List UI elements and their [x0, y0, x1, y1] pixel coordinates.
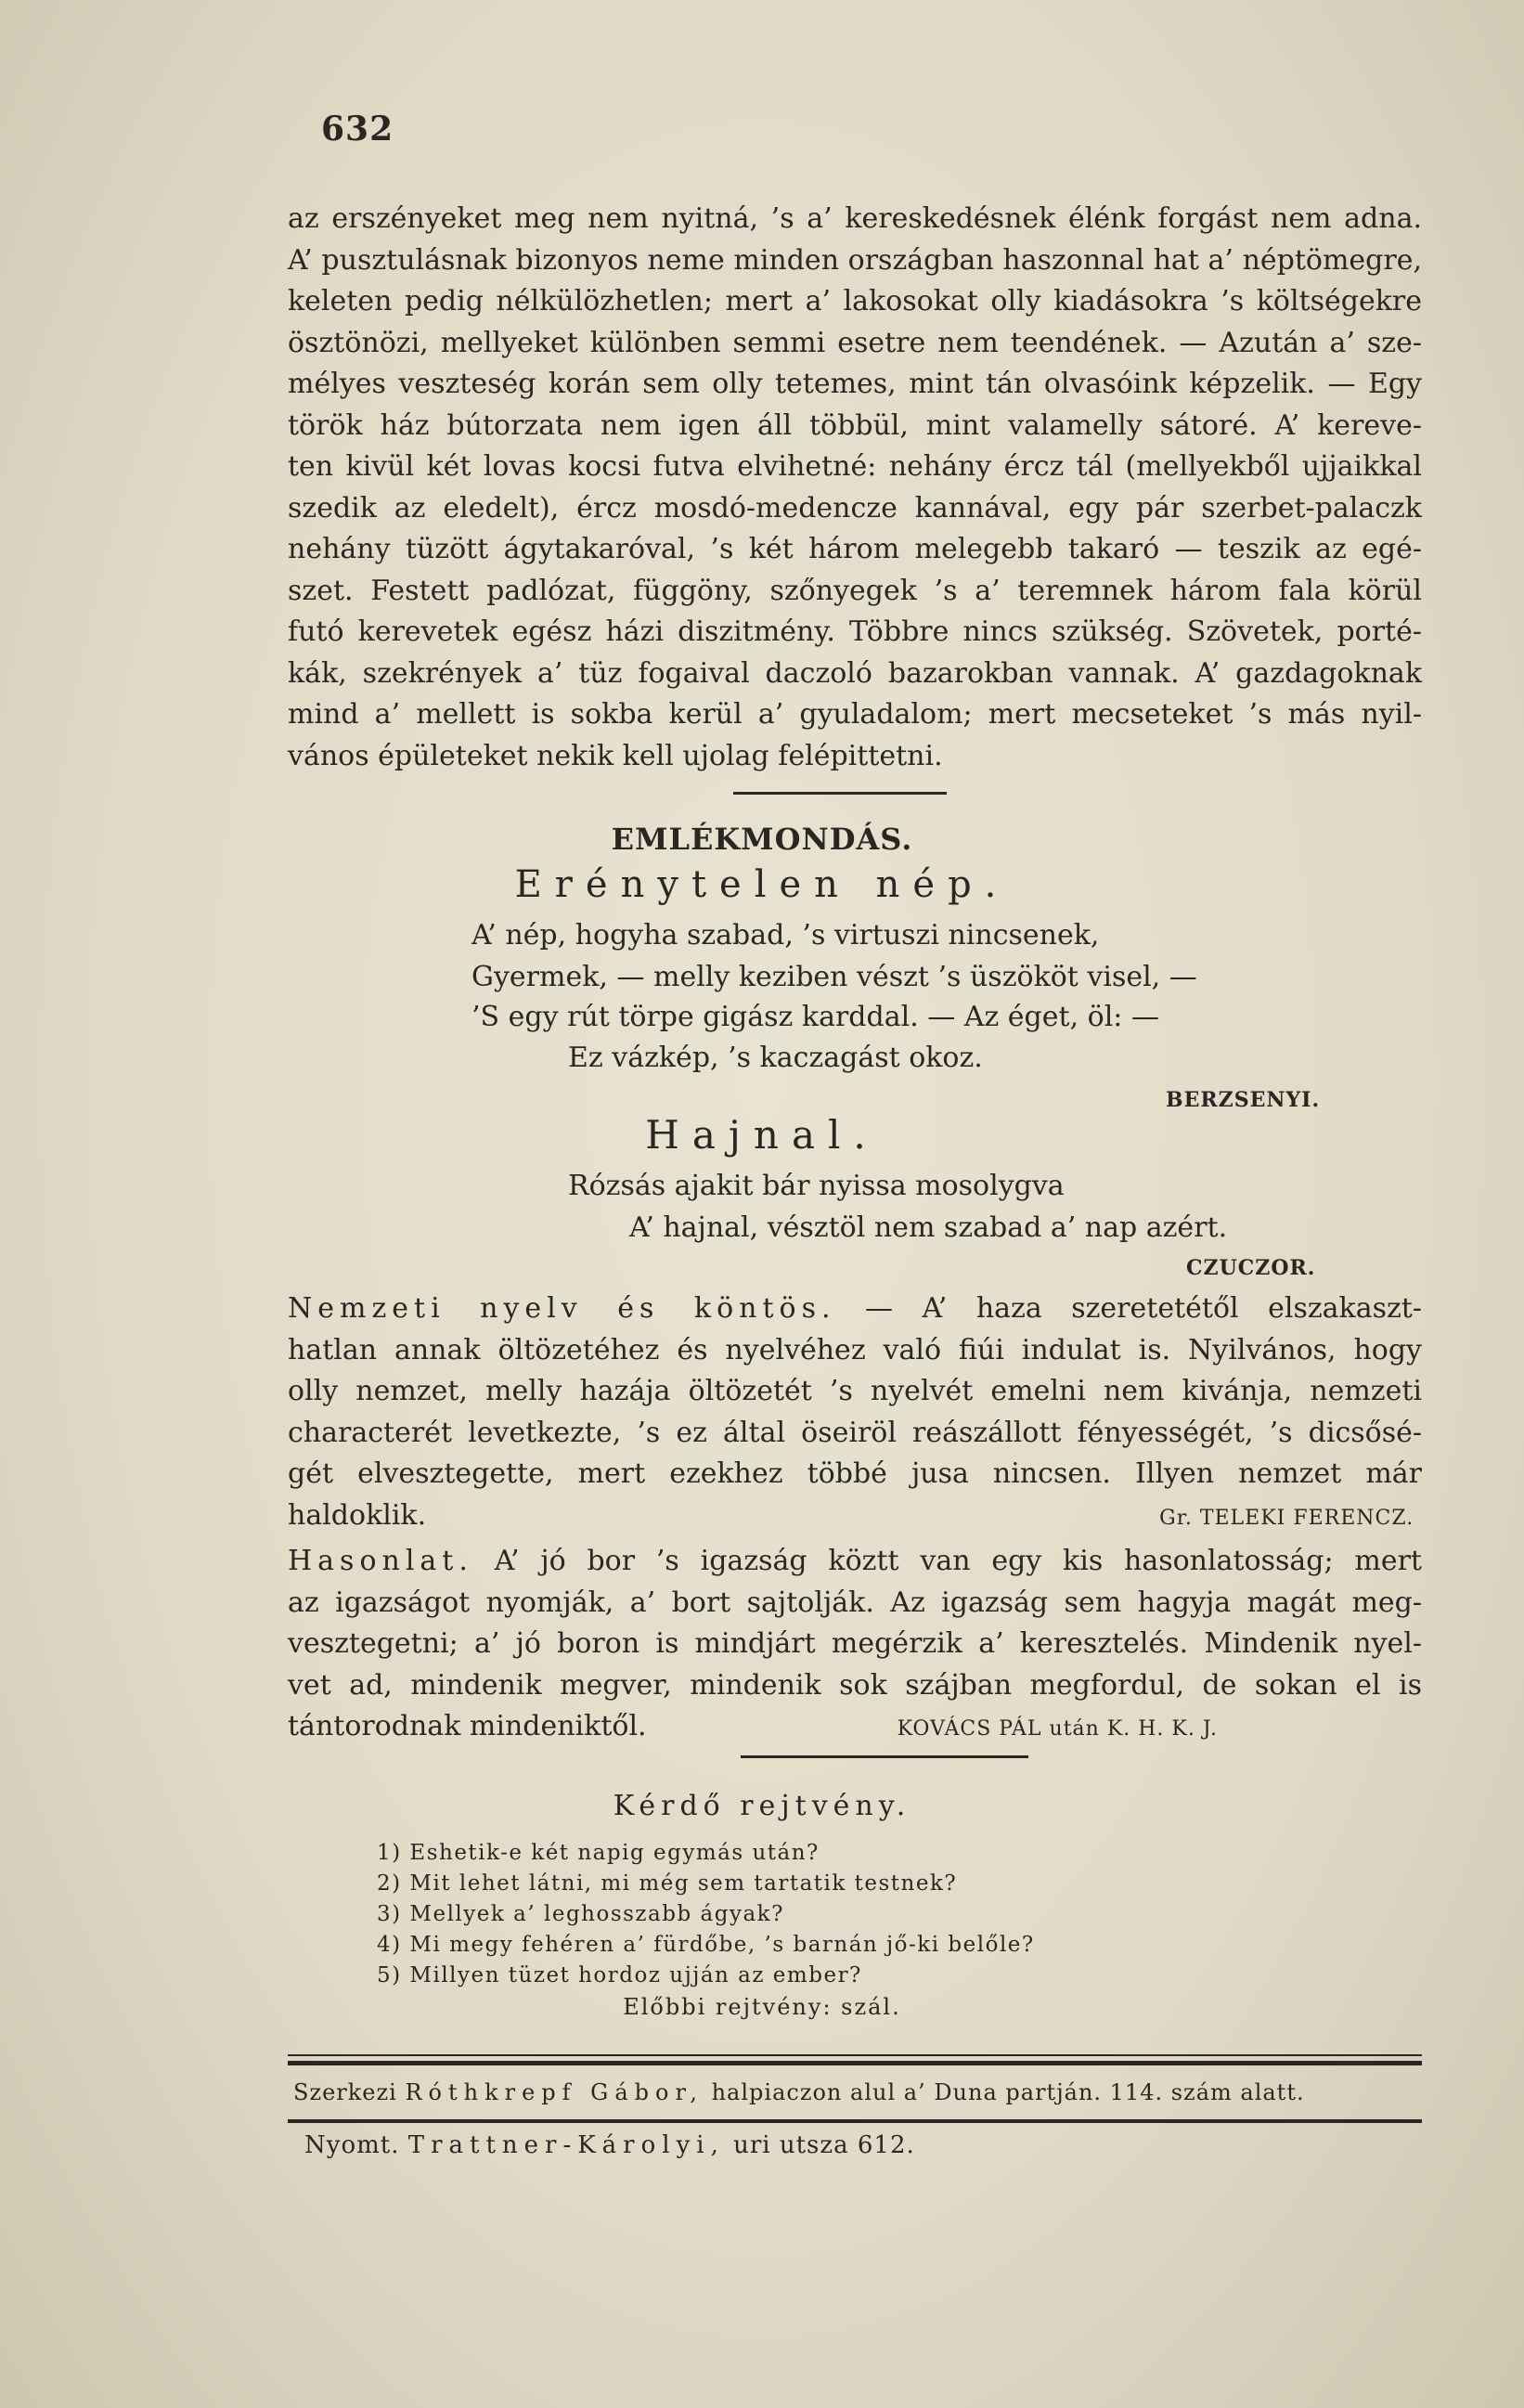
text-line: futó kerevetek egész házi diszitmény. Többre nincs szükség. Szövetek, porté-: [288, 615, 1422, 648]
list-item: 5) Millyen tüzet hordoz ujján az ember?: [377, 1963, 862, 1987]
text-line: nehány tüzött ágytakaróval, ’s két három melegebb takaró — teszik az egé-: [288, 533, 1422, 565]
verse-line: Gyermek, — melly keziben vészt ’s üszököt visel, —: [471, 961, 1197, 993]
text-line: mélyes veszteség korán sem olly tetemes, mint tán olvasóink képzelik. — Egy: [288, 368, 1422, 400]
author-signature: KOVÁCS PÁL után K. H. K. J.: [897, 1717, 1218, 1741]
list-item: 3) Mellyek a’ leghosszabb ágyak?: [377, 1902, 784, 1926]
footer-label: Nyomt.: [304, 2131, 400, 2159]
section-divider: [733, 792, 947, 795]
paragraph-lead: Nemzeti nyelv és köntös.: [288, 1292, 836, 1325]
text-fragment: tántorodnak mindeniktől.: [288, 1710, 647, 1742]
printer-line: [304, 2131, 915, 2159]
verse-line: Ez vázkép, ’s kaczagást okoz.: [568, 1042, 983, 1074]
verse-line: Rózsás ajakit bár nyissa mosolygva: [568, 1170, 1065, 1202]
nemzeti-paragraph: [288, 1288, 1422, 1539]
author-signature: CZUCZOR.: [1186, 1256, 1316, 1280]
text-line: olly nemzet, melly hazája öltözetét ’s nyelvét emelni nem kivánja, nemzeti: [288, 1375, 1422, 1407]
verse-line: A’ hajnal, vésztöl nem szabad a’ nap azért.: [629, 1211, 1228, 1244]
printer-name: Trattner-Károlyi,: [407, 2131, 725, 2159]
text-line: az igazságot nyomják, a’ bort sajtolják. Az igazság sem hagyja magát meg-: [288, 1586, 1422, 1619]
footer-address: halpiaczon alul a’ Duna partján. 114. szám alatt.: [711, 2079, 1305, 2105]
section-heading: EMLÉKMONDÁS.: [611, 822, 913, 857]
footer-label: Szerkezi: [293, 2079, 397, 2105]
text-line: kák, szekrények a’ tüz fogaival daczoló bazarokban vannak. A’ gazdagoknak: [288, 656, 1422, 690]
text-line: keleten pedig nélkülözhetlen; mert a’ lakosokat olly kiadásokra ’s költségekre: [288, 285, 1422, 317]
author-signature: Gr. TELEKI FERENCZ.: [1159, 1506, 1414, 1530]
text-line: A’ pusztulásnak bizonyos neme minden országban haszonnal hat a’ néptömegre,: [288, 243, 1422, 277]
footer-rule: [288, 2061, 1422, 2065]
hasonlat-paragraph: [288, 1541, 1422, 1751]
text-line: [288, 1706, 1422, 1751]
poem-title: Hajnal.: [645, 1112, 879, 1158]
page-number: 632: [321, 110, 394, 149]
text-line: szedik az eledelt), ércz mosdó-medencze kannával, egy pár szerbet-palaczk: [288, 491, 1422, 524]
text-line: gét elvesztegette, mert ezekhez többé jusa nincsen. Illyen nemzet már: [288, 1457, 1422, 1490]
list-item: 1) Eshetik-e két napig egymás után?: [377, 1841, 820, 1865]
text-fragment: A’ jó bor ’s igazság köztt van egy kis hasonlatosság; mert: [494, 1545, 1422, 1577]
list-item: 4) Mi megy fehéren a’ fürdőbe, ’s barnán jő-ki belőle?: [377, 1933, 1035, 1957]
verse-line: A’ nép, hogyha szabad, ’s virtuszi nincsenek,: [471, 919, 1100, 952]
paragraph-lead: Hasonlat.: [288, 1545, 473, 1577]
text-fragment: — A’ haza szeretetétől elszakaszt-: [865, 1292, 1422, 1325]
text-line: ösztönözi, mellyeket különben semmi esetre nem teendének. — Azután a’ sze-: [288, 326, 1422, 359]
author-signature: BERZSENYI.: [1166, 1088, 1321, 1112]
editor-line: [293, 2079, 1305, 2105]
verse-line: ’S egy rút törpe gigász karddal. — Az éget, öl: —: [471, 1001, 1159, 1033]
text-fragment: haldoklik.: [288, 1498, 427, 1532]
article-continuation: [288, 199, 1422, 777]
riddle-list: [377, 1838, 1035, 1991]
text-line: török ház bútorzata nem igen áll többül, mint valamelly sátoré. A’ kereve-: [288, 408, 1422, 442]
text-line: vános épületeket nekik kell ujolag felépittetni.: [288, 739, 943, 772]
footer-rule: [288, 2054, 1422, 2056]
text-line: az erszényeket meg nem nyitná, ’s a’ kereskedésnek élénk forgást nem adna.: [288, 202, 1422, 235]
text-line: vet ad, mindenik megver, mindenik sok szájban megfordul, de sokan el is: [288, 1668, 1422, 1702]
section-divider: [741, 1755, 1028, 1758]
text-line: [288, 1495, 1422, 1540]
editor-name: Róthkrepf Gábor,: [405, 2079, 704, 2105]
text-line: [288, 1541, 1422, 1583]
text-line: mind a’ mellett is sokba kerül a’ gyuladalom; mert mecseteket ’s más nyil-: [288, 698, 1422, 731]
text-line: [288, 1288, 1422, 1330]
riddle-title: Kérdő rejtvény.: [613, 1790, 911, 1822]
riddle-answer: Előbbi rejtvény: szál.: [623, 1994, 901, 2020]
text-line: szet. Festett padlózat, függöny, szőnyegek ’s a’ teremnek három fala körül: [288, 574, 1422, 607]
list-item: 2) Mit lehet látni, mi még sem tartatik testnek?: [377, 1871, 958, 1896]
poem-title: Erénytelen nép.: [514, 863, 1010, 906]
text-line: vesztegetni; a’ jó boron is mindjárt megérzik a’ keresztelés. Mindenik nyel-: [288, 1627, 1422, 1660]
text-line: ten kivül két lovas kocsi futva elvihetné: nehány ércz tál (mellyekből ujjaikkal: [288, 450, 1422, 483]
text-line: hatlan annak öltözetéhez és nyelvéhez való fiúi indulat is. Nyilvános, hogy: [288, 1333, 1422, 1366]
text-line: characterét levetkezte, ’s ez által öseiröl reászállott fényességét, ’s dicsősé-: [288, 1416, 1422, 1449]
footer-rule: [288, 2119, 1422, 2123]
footer-address: uri utsza 612.: [733, 2131, 915, 2159]
